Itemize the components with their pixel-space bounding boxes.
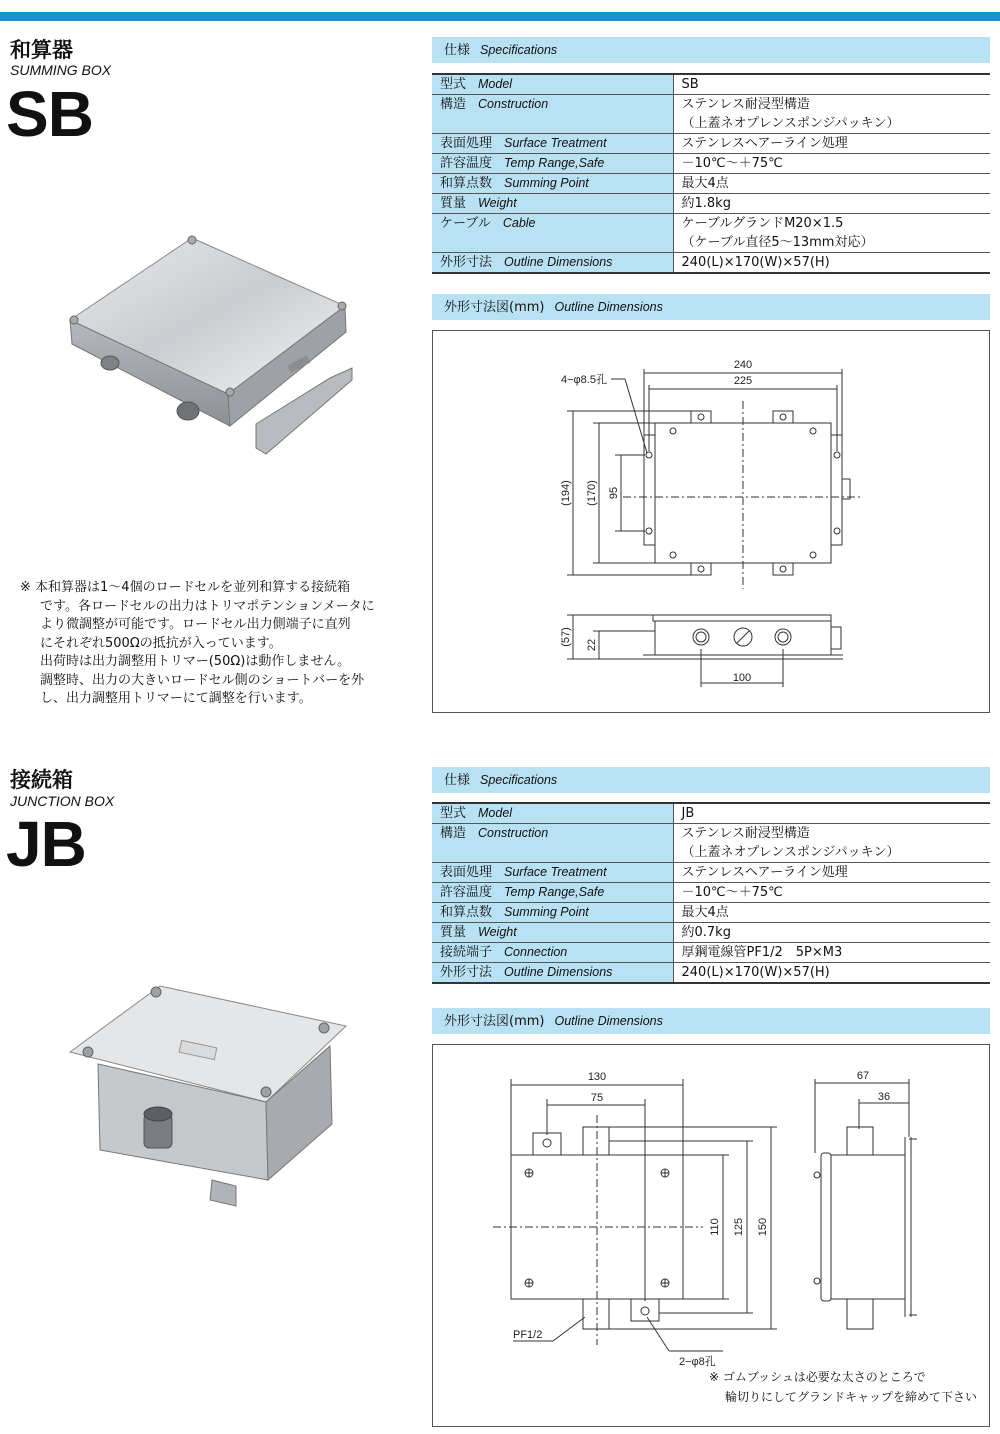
- spec-value: ステンレスヘアーライン処理: [681, 136, 848, 151]
- spec-key-jp: 外形寸法: [440, 255, 493, 270]
- spec-value: 約0.7kg: [681, 925, 731, 940]
- jb-dim-band-en: Outline Dimensions: [554, 1014, 663, 1028]
- jb-spec-band-en: Specifications: [480, 773, 558, 787]
- spec-key-en: Construction: [478, 97, 549, 111]
- table-row: [432, 134, 990, 154]
- table-row: [432, 95, 990, 134]
- sb-dimension-drawing-box: [432, 330, 990, 713]
- jb-note-line: 輪切りにしてグランドキャップを締めて下さい: [725, 1390, 978, 1404]
- dim-label: (194): [560, 480, 572, 506]
- table-row: [432, 903, 990, 923]
- dim-label: 2−φ8孔: [679, 1356, 716, 1368]
- spec-value: ステンレス耐浸型構造: [681, 97, 810, 112]
- spec-value: 240(L)×170(W)×57(H): [681, 255, 830, 270]
- spec-key-jp: 型式: [440, 77, 467, 92]
- dim-label: 75: [590, 1092, 604, 1104]
- table-row: [432, 253, 990, 274]
- jb-spec-table: [432, 802, 990, 984]
- table-row: [432, 214, 990, 253]
- dim-label: 100: [732, 672, 752, 684]
- jb-drawing-note: [709, 1367, 977, 1407]
- top-accent-bar: [0, 12, 1000, 21]
- spec-value: ステンレス耐浸型構造: [681, 826, 810, 841]
- spec-value: 最大4点: [681, 905, 729, 920]
- spec-value: 240(L)×170(W)×57(H): [681, 965, 830, 980]
- jb-dim-band: [432, 1008, 990, 1034]
- spec-key-en: Temp Range,Safe: [504, 156, 605, 170]
- sb-note-line: にそれぞれ500Ωの抵抗が入っています。: [40, 635, 282, 651]
- spec-key-en: Cable: [502, 216, 536, 230]
- spec-key-jp: 構造: [440, 97, 467, 112]
- table-row: [432, 943, 990, 963]
- dim-label: 240: [733, 359, 753, 371]
- dim-label: 36: [877, 1091, 891, 1103]
- spec-key-jp: 許容温度: [440, 885, 493, 900]
- sb-title-jp: 和算器: [10, 38, 73, 62]
- table-row: [432, 883, 990, 903]
- spec-key-en: Model: [478, 77, 513, 91]
- spec-key-jp: 許容温度: [440, 156, 493, 171]
- sb-dim-band-jp: 外形寸法図(mm): [444, 300, 545, 315]
- dim-label: 22: [586, 638, 598, 652]
- jb-dim-band-jp: 外形寸法図(mm): [444, 1014, 545, 1029]
- table-row: [432, 194, 990, 214]
- spec-key-jp: 構造: [440, 826, 467, 841]
- spec-value: （上蓋ネオプレンスポンジパッキン）: [681, 116, 900, 131]
- dim-label: 110: [709, 1218, 721, 1236]
- sb-note-line: 調整時、出力の大きいロードセル側のショートバーを外: [40, 672, 365, 688]
- spec-value: JB: [681, 806, 695, 821]
- dim-label: 125: [733, 1217, 745, 1237]
- spec-key-jp: 質量: [440, 196, 467, 211]
- jb-title-en: JUNCTION BOX: [10, 793, 115, 809]
- dim-label: (57): [560, 627, 572, 647]
- sb-spec-band: [432, 37, 990, 63]
- table-row: [432, 963, 990, 984]
- dim-label: 225: [733, 375, 753, 387]
- spec-key-en: Surface Treatment: [504, 136, 607, 150]
- dim-label: 4−φ8.5孔: [561, 374, 607, 386]
- dim-label: 67: [856, 1070, 870, 1082]
- jb-spec-band-jp: 仕様: [444, 773, 471, 788]
- spec-key-en: Connection: [504, 945, 568, 959]
- sb-description-note: [20, 579, 415, 709]
- sb-note-line: 出荷時は出力調整用トリマー(50Ω)は動作しません。: [40, 654, 351, 669]
- spec-value: SB: [681, 77, 699, 92]
- spec-key-jp: 型式: [440, 806, 467, 821]
- spec-key-jp: 外形寸法: [440, 965, 493, 980]
- spec-key-en: Summing Point: [504, 905, 589, 919]
- table-row: [432, 923, 990, 943]
- spec-key-en: Weight: [478, 925, 517, 939]
- spec-value: －10℃～＋75℃: [681, 885, 783, 900]
- spec-value: －10℃～＋75℃: [681, 156, 783, 171]
- spec-key-en: Outline Dimensions: [504, 255, 613, 269]
- spec-value: ステンレスヘアーライン処理: [681, 865, 848, 880]
- dim-label: PF1/2: [513, 1329, 543, 1341]
- table-row: [432, 863, 990, 883]
- sb-dimension-drawing: [433, 331, 989, 712]
- spec-key-en: Temp Range,Safe: [504, 885, 605, 899]
- jb-product-photo: [60, 974, 360, 1224]
- jb-dimension-drawing-box: [432, 1044, 990, 1427]
- dim-label: (170): [586, 480, 598, 506]
- jb-title-jp: 接続箱: [10, 768, 73, 792]
- sb-dim-band: [432, 294, 990, 320]
- table-row: [432, 74, 990, 95]
- dim-label: 150: [757, 1217, 769, 1237]
- sb-note-line: し、出力調整用トリマーにて調整を行います。: [40, 691, 312, 706]
- sb-title-en: SUMMING BOX: [10, 62, 112, 78]
- table-row: [432, 803, 990, 824]
- spec-key-jp: 質量: [440, 925, 467, 940]
- sb-spec-band-jp: 仕様: [444, 43, 471, 58]
- spec-key-jp: ケーブル: [440, 216, 491, 231]
- table-row: [432, 174, 990, 194]
- spec-key-jp: 表面処理: [440, 136, 493, 151]
- spec-key-en: Weight: [478, 196, 517, 210]
- jb-note-line: ※ ゴムブッシュは必要な太さのところで: [709, 1370, 926, 1384]
- spec-value: 約1.8kg: [681, 196, 731, 211]
- table-row: [432, 824, 990, 863]
- sb-note-line: より微調整が可能です。ロードセル出力側端子に直列: [40, 617, 351, 632]
- sb-spec-band-en: Specifications: [480, 43, 558, 57]
- sb-dim-band-en: Outline Dimensions: [554, 300, 663, 314]
- sb-spec-table: [432, 73, 990, 274]
- sb-product-photo: [60, 228, 360, 458]
- spec-key-en: Outline Dimensions: [504, 965, 613, 979]
- spec-key-jp: 和算点数: [440, 905, 493, 920]
- spec-value: 厚鋼電線管PF1/2 5P×M3: [681, 945, 843, 960]
- spec-key-en: Surface Treatment: [504, 865, 607, 879]
- jb-model-code: JB: [6, 808, 86, 880]
- dim-label: 130: [587, 1071, 607, 1083]
- sb-note-line: ※ 本和算器は1～4個のロードセルを並列和算する接続箱: [20, 580, 351, 595]
- spec-key-en: Summing Point: [504, 176, 589, 190]
- spec-value: ケーブルグランドM20×1.5: [681, 216, 844, 231]
- spec-key-jp: 和算点数: [440, 176, 493, 191]
- spec-value: （ケーブル直径5～13mm対応）: [681, 235, 874, 250]
- spec-key-en: Construction: [478, 826, 549, 840]
- spec-value: 最大4点: [681, 176, 729, 191]
- table-row: [432, 154, 990, 174]
- spec-value: （上蓋ネオプレンスポンジパッキン）: [681, 845, 900, 860]
- spec-key-jp: 接続端子: [440, 945, 493, 960]
- jb-spec-band: [432, 767, 990, 793]
- sb-model-code: SB: [6, 78, 93, 150]
- spec-key-en: Model: [478, 806, 513, 820]
- sb-note-line: です。各ロードセルの出力はトリマポテンションメータに: [40, 598, 375, 614]
- spec-key-jp: 表面処理: [440, 865, 493, 880]
- dim-label: 95: [608, 486, 620, 500]
